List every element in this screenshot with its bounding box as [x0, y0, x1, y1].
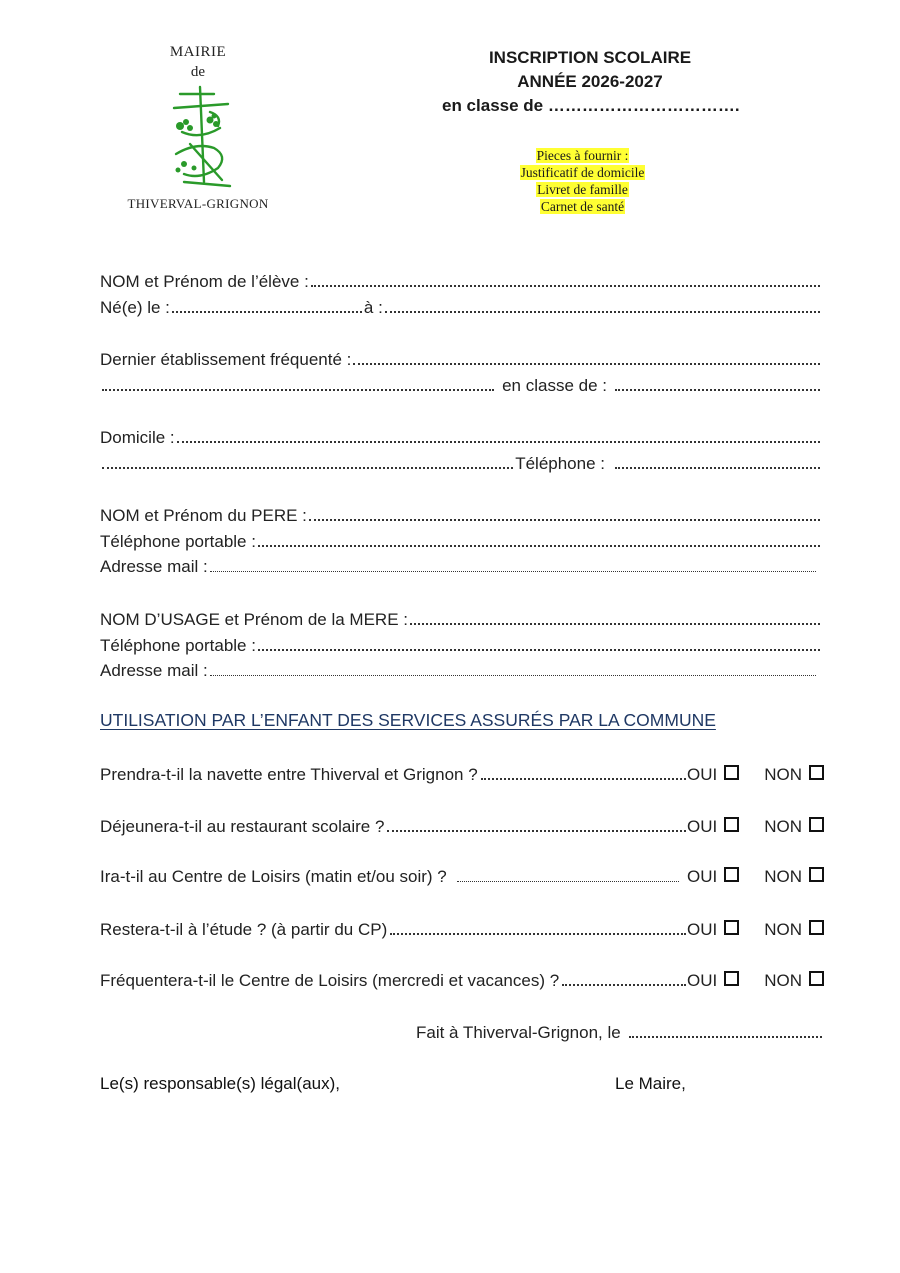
guardians-signature-label: Le(s) responsable(s) légal(aux),: [100, 1074, 340, 1093]
last-school-field-cont[interactable]: [102, 374, 494, 391]
home-field[interactable]: [177, 426, 820, 443]
mother-mobile-row: [100, 634, 822, 657]
mairie-logo: [118, 42, 278, 217]
place-date-row: [416, 1021, 822, 1044]
no-label: NON: [764, 971, 802, 990]
question-leader: [390, 918, 686, 935]
service-question-row: [100, 815, 824, 838]
question-leader: [387, 815, 686, 832]
father-name-field[interactable]: [309, 504, 820, 521]
no-label: NON: [764, 867, 802, 886]
no-option[interactable]: [764, 866, 824, 888]
no-checkbox[interactable]: [809, 817, 824, 832]
yes-checkbox[interactable]: [724, 867, 739, 882]
logo-de-text: de: [190, 64, 206, 80]
father-name-row: [100, 504, 822, 527]
home-field-cont[interactable]: [102, 452, 513, 469]
father-email-label: Adresse mail :: [100, 557, 208, 576]
mother-name-row: [100, 608, 822, 631]
yes-checkbox[interactable]: [724, 920, 739, 935]
no-option[interactable]: [764, 764, 824, 786]
no-checkbox[interactable]: [809, 920, 824, 935]
yes-checkbox[interactable]: [724, 817, 739, 832]
yes-label: OUI: [686, 920, 718, 939]
no-checkbox[interactable]: [809, 971, 824, 986]
mother-name-field[interactable]: [410, 608, 820, 625]
required-documents: [500, 147, 665, 215]
yes-label: OUI: [686, 867, 718, 886]
last-school-field[interactable]: [353, 348, 820, 365]
form-header: [420, 46, 760, 115]
question-leader: [457, 866, 679, 882]
father-name-label: NOM et Prénom du PERE :: [100, 506, 307, 525]
yes-option[interactable]: [687, 764, 739, 786]
birth-place-label: à :: [363, 298, 383, 317]
school-year: ANNÉE 2026-2027: [517, 72, 663, 91]
father-mobile-row: [100, 530, 822, 553]
home-row: [100, 426, 822, 449]
mother-email-field[interactable]: [210, 660, 816, 676]
yes-label: OUI: [686, 817, 718, 836]
phone-field[interactable]: [615, 452, 820, 469]
question-label: Prendra-t-il la navette entre Thiverval et Grignon ?: [100, 765, 478, 784]
birth-place-field[interactable]: [385, 296, 820, 313]
question-leader: [481, 763, 686, 780]
plant-emblem-icon: [170, 82, 240, 192]
phone-label: Téléphone :: [515, 454, 605, 473]
question-label: Déjeunera-t-il au restaurant scolaire ?: [100, 817, 385, 836]
no-option[interactable]: [764, 970, 824, 992]
place-date-label: Fait à Thiverval-Grignon, le: [416, 1023, 621, 1042]
no-option[interactable]: [764, 816, 824, 838]
document-item: Carnet de santé: [540, 199, 625, 214]
yes-option[interactable]: [687, 816, 739, 838]
last-school-label: Dernier établissement fréquenté :: [100, 350, 352, 369]
question-leader: [562, 969, 686, 986]
last-class-row: [100, 374, 822, 397]
yes-label: OUI: [686, 765, 718, 784]
document-item: Justificatif de domicile: [520, 165, 645, 180]
mayor-signature-label: Le Maire,: [615, 1074, 686, 1093]
yes-checkbox[interactable]: [724, 971, 739, 986]
no-option[interactable]: [764, 919, 824, 941]
mother-email-row: [100, 660, 818, 682]
father-email-row: [100, 556, 818, 578]
last-class-field[interactable]: [615, 374, 820, 391]
logo-mairie-text: MAIRIE: [169, 44, 227, 60]
yes-option[interactable]: [687, 970, 739, 992]
birth-row: [100, 296, 822, 319]
service-question-row: [100, 763, 824, 786]
father-mobile-field[interactable]: [258, 530, 820, 547]
class-label: en classe de …………………………….: [442, 96, 740, 115]
student-name-row: [100, 270, 822, 293]
yes-option[interactable]: [687, 866, 739, 888]
father-email-field[interactable]: [210, 556, 816, 572]
question-label: Ira-t-il au Centre de Loisirs (matin et/ou soir) ?: [100, 867, 447, 886]
mother-email-label: Adresse mail :: [100, 661, 208, 680]
mother-mobile-field[interactable]: [258, 634, 820, 651]
services-title: UTILISATION PAR L’ENFANT DES SERVICES ASSURÉS PAR LA COMMUNE: [100, 710, 716, 730]
question-label: Restera-t-il à l’étude ? (à partir du CP): [100, 920, 388, 939]
no-label: NON: [764, 920, 802, 939]
father-mobile-label: Téléphone portable :: [100, 532, 256, 551]
no-label: NON: [764, 765, 802, 784]
logo-town-text: THIVERVAL-GRIGNON: [127, 196, 269, 211]
no-checkbox[interactable]: [809, 867, 824, 882]
last-class-label: en classe de :: [502, 376, 607, 395]
document-item: Livret de famille: [537, 182, 628, 197]
service-question-row: [100, 969, 824, 992]
service-question-row: [100, 918, 824, 941]
birth-date-field[interactable]: [172, 296, 362, 313]
service-question-row: [100, 866, 824, 888]
last-school-row: [100, 348, 822, 371]
form-title: INSCRIPTION SCOLAIRE: [488, 48, 692, 67]
mother-name-label: NOM D’USAGE et Prénom de la MERE :: [100, 610, 408, 629]
documents-heading: Pieces à fournir :: [536, 148, 629, 163]
mother-mobile-label: Téléphone portable :: [100, 636, 256, 655]
yes-option[interactable]: [687, 919, 739, 941]
yes-checkbox[interactable]: [724, 765, 739, 780]
no-checkbox[interactable]: [809, 765, 824, 780]
student-name-field[interactable]: [311, 270, 820, 287]
date-field[interactable]: [629, 1021, 822, 1038]
yes-label: OUI: [686, 971, 718, 990]
birth-date-label: Né(e) le :: [100, 298, 170, 317]
question-label: Fréquentera-t-il le Centre de Loisirs (mercredi et vacances) ?: [100, 971, 560, 990]
phone-row: [100, 452, 822, 475]
student-name-label: NOM et Prénom de l’élève :: [100, 272, 309, 291]
no-label: NON: [764, 817, 802, 836]
home-label: Domicile :: [100, 428, 175, 447]
